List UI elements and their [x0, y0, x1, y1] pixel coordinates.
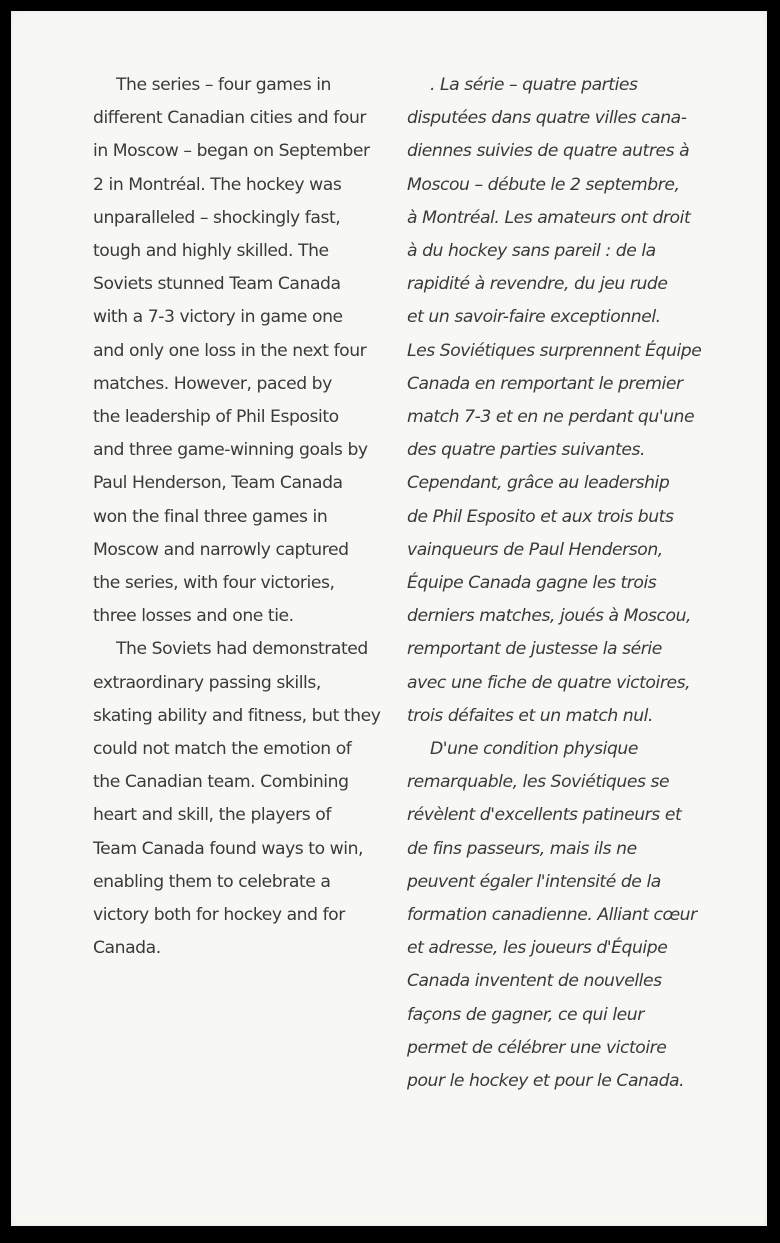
- text-line: extraordinary passing skills,: [93, 672, 321, 693]
- text-line: Les Soviétiques surprennent Équipe: [407, 340, 702, 361]
- text-line: Paul Henderson, Team Canada: [93, 473, 343, 494]
- text-line: de fins passeurs, mais ils ne: [407, 838, 637, 859]
- text-line: the Canadian team. Combining: [93, 772, 349, 793]
- text-line: rapidité à revendre, du jeu rude: [407, 274, 668, 295]
- text-line: with a 7-3 victory in game one: [93, 307, 343, 328]
- text-line: Moscow and narrowly captured: [93, 539, 349, 560]
- text-line: . La série – quatre parties: [430, 75, 638, 95]
- text-line: avec une fiche de quatre victoires,: [407, 672, 691, 693]
- text-line: façons de gagner, ce qui leur: [407, 1004, 644, 1025]
- text-line: skating ability and fitness, but they: [93, 705, 381, 726]
- text-line: 2 in Montréal. The hockey was: [93, 174, 342, 195]
- text-line: remportant de justesse la série: [407, 639, 662, 660]
- text-line: victory both for hockey and for: [93, 905, 345, 926]
- english-paragraph-1: [93, 69, 403, 633]
- text-line: and only one loss in the next four: [93, 340, 367, 361]
- text-line: in Moscow – began on September: [93, 141, 370, 162]
- text-line: formation canadienne. Alliant cœur: [407, 905, 697, 926]
- text-line: heart and skill, the players of: [93, 805, 331, 826]
- text-line: different Canadian cities and four: [93, 108, 367, 129]
- text-line: à Montréal. Les amateurs ont droit: [407, 207, 691, 228]
- text-line: won the final three games in: [93, 506, 328, 527]
- text-line: et adresse, les joueurs d'Équipe: [407, 938, 668, 959]
- text-line: et un savoir-faire exceptionnel.: [407, 307, 661, 328]
- text-line: des quatre parties suivantes.: [407, 440, 645, 461]
- text-line: peuvent égaler l'intensité de la: [407, 871, 661, 892]
- text-line: the series, with four victories,: [93, 573, 335, 594]
- text-line: derniers matches, joués à Moscou,: [407, 606, 692, 627]
- text-line: The series – four games in: [116, 75, 331, 95]
- text-line: vainqueurs de Paul Henderson,: [407, 539, 663, 560]
- text-line: three losses and one tie.: [93, 606, 294, 627]
- french-text-column: [407, 69, 727, 1098]
- text-line: révèlent d'excellents patineurs et: [407, 805, 682, 826]
- french-paragraph-2: [407, 733, 727, 1098]
- text-line: trois défaites et un match nul.: [407, 705, 654, 726]
- text-line: remarquable, les Soviétiques se: [407, 772, 670, 793]
- text-line: the leadership of Phil Esposito: [93, 407, 339, 428]
- text-line: enabling them to celebrate a: [93, 871, 331, 892]
- text-line: D'une condition physique: [430, 739, 638, 760]
- text-line: diennes suivies de quatre autres à: [407, 141, 690, 162]
- french-paragraph-1: [407, 69, 727, 733]
- text-line: Team Canada found ways to win,: [93, 838, 364, 859]
- text-line: Cependant, grâce au leadership: [407, 473, 670, 494]
- text-line: and three game-winning goals by: [93, 440, 368, 461]
- english-paragraph-2: [93, 633, 403, 965]
- text-line: permet de célébrer une victoire: [407, 1037, 667, 1058]
- text-line: Canada en remportant le premier: [407, 373, 683, 394]
- text-line: tough and highly skilled. The: [93, 241, 329, 262]
- text-line: Canada.: [93, 938, 161, 959]
- text-line: Soviets stunned Team Canada: [93, 274, 341, 295]
- text-line: Équipe Canada gagne les trois: [407, 573, 657, 594]
- text-line: matches. However, paced by: [93, 373, 332, 394]
- text-line: à du hockey sans pareil : de la: [407, 241, 656, 262]
- text-line: Canada inventent de nouvelles: [407, 971, 662, 992]
- text-line: Moscou – débute le 2 septembre,: [407, 174, 680, 195]
- text-line: could not match the emotion of: [93, 739, 352, 760]
- text-line: The Soviets had demonstrated: [116, 639, 368, 660]
- text-line: match 7-3 et en ne perdant qu'une: [407, 407, 695, 428]
- text-line: unparalleled – shockingly fast,: [93, 207, 341, 228]
- text-line: disputées dans quatre villes cana-: [407, 108, 687, 129]
- english-text-column: [93, 69, 403, 965]
- text-line: de Phil Esposito et aux trois buts: [407, 506, 674, 527]
- text-line: pour le hockey et pour le Canada.: [407, 1071, 685, 1092]
- document-page: [11, 11, 767, 1226]
